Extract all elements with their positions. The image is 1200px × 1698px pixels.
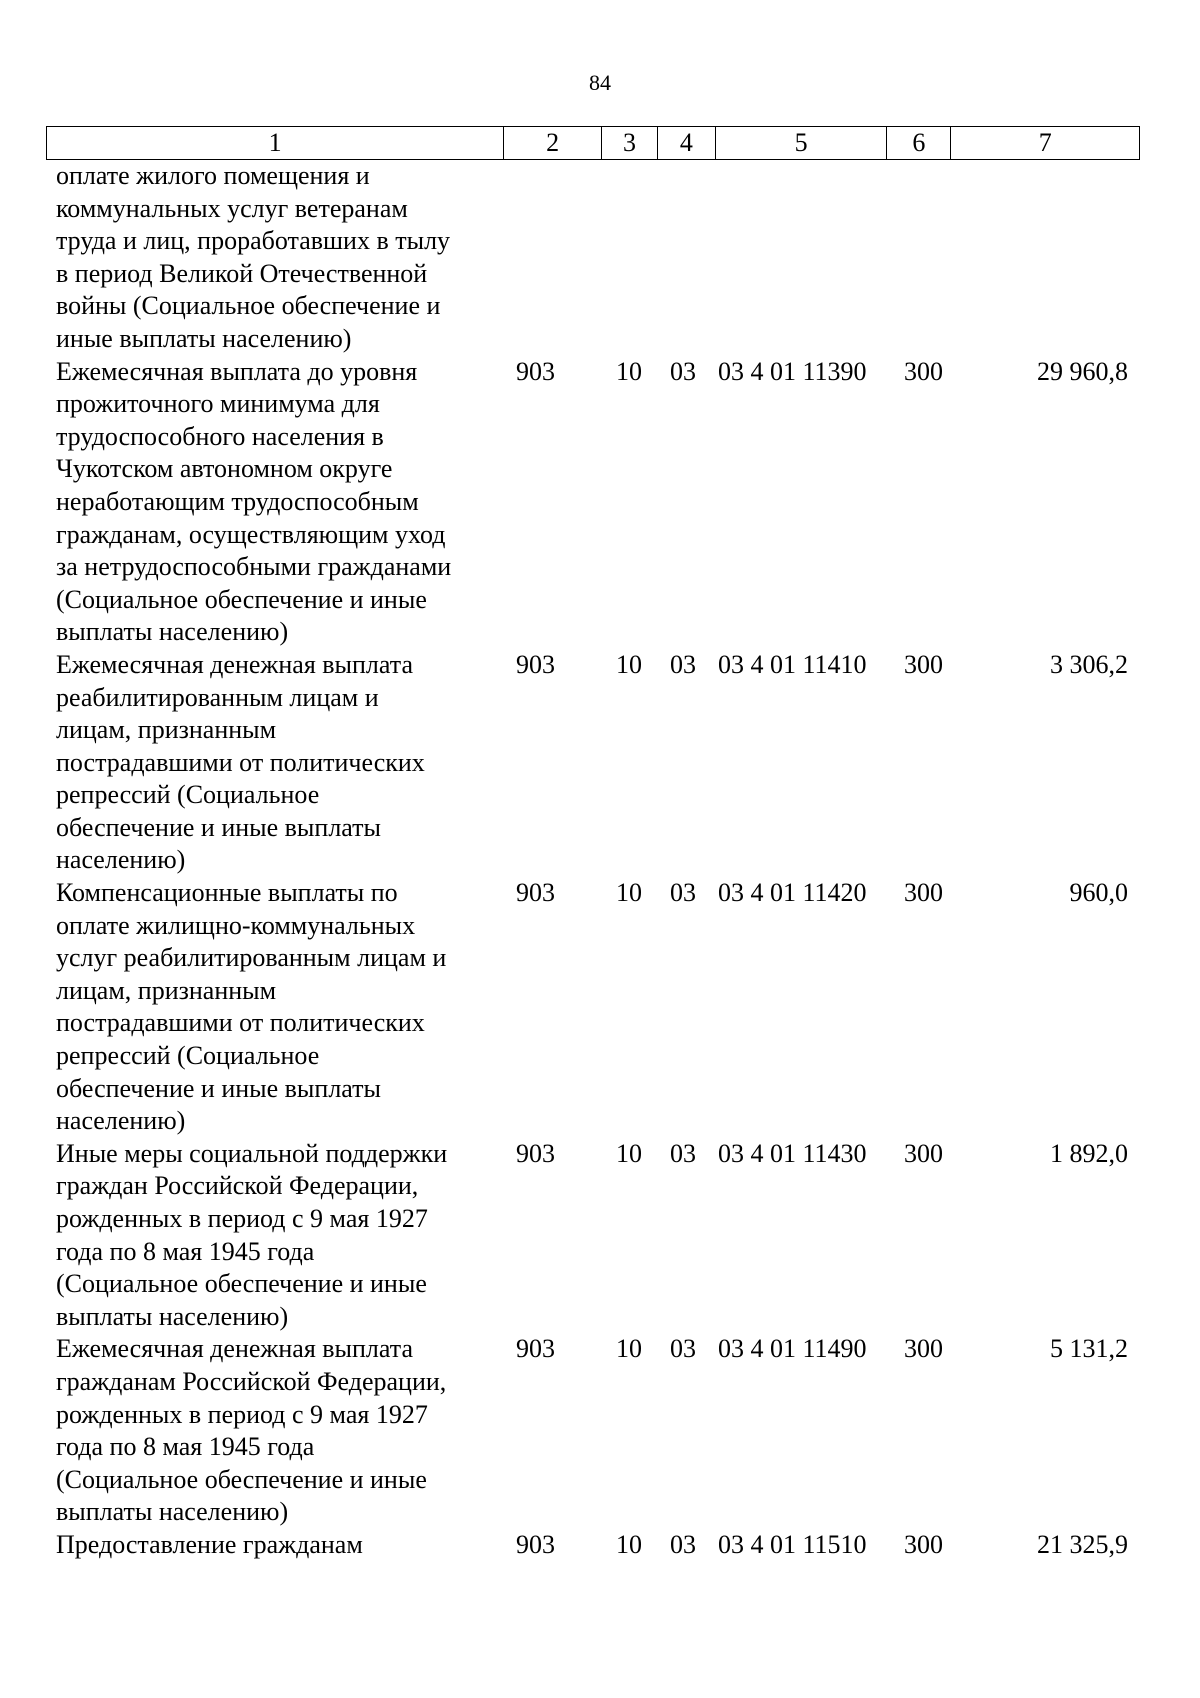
amount: 1 892,0 [1050,1138,1128,1168]
amount: 3 306,2 [1050,649,1128,679]
description-line: года по 8 мая 1945 года [56,1432,315,1462]
subsection-code: 03 [670,1138,696,1168]
expense-type-code: 300 [904,878,943,908]
description-line: пострадавшими от политических [56,1008,425,1038]
row-description [46,649,496,877]
expense-type-code: 300 [904,1138,943,1168]
page-number: 84 [589,70,611,95]
admin-code: 903 [516,1138,555,1168]
description-line: Ежемесячная выплата до уровня [56,356,418,386]
description-line: года по 8 мая 1945 года [56,1236,315,1266]
description-line: Компенсационные выплаты по [56,878,398,908]
row-description [46,356,496,649]
table-row [46,877,1140,1138]
description-line: выплаты населению) [56,1497,289,1527]
admin-code: 903 [516,1334,555,1364]
section-code: 10 [616,1334,642,1364]
description-line: войны (Социальное обеспечение и [56,291,441,321]
amount: 960,0 [1069,878,1128,908]
admin-code: 903 [516,649,555,679]
description-line: репрессий (Социальное [56,1041,320,1071]
description-line: обеспечение и иные выплаты [56,1073,381,1103]
header-col-4: 4 [658,127,716,159]
description-line: Чукотском автономном округе [56,454,393,484]
description-line: гражданам Российской Федерации, [56,1366,447,1396]
subsection-code: 03 [670,878,696,908]
header-col-3: 3 [602,127,658,159]
amount: 21 325,9 [1037,1529,1128,1559]
table-row [46,1138,1140,1334]
description-line: иные выплаты населению) [56,323,352,353]
subsection-code: 03 [670,1529,696,1559]
description-line: услуг реабилитированным лицам и [56,943,447,973]
description-line: (Социальное обеспечение и иные [56,1269,427,1299]
row-description [46,160,496,356]
description-line: Ежемесячная денежная выплата [56,1334,413,1364]
description-line: рожденных в период с 9 мая 1927 [56,1204,428,1233]
amount: 5 131,2 [1050,1334,1128,1364]
expense-type-code: 300 [904,649,943,679]
header-col-7: 7 [1038,128,1052,157]
table-row [46,1529,1140,1562]
description-line: пострадавшими от политических [56,747,425,777]
target-article-code: 03 4 01 11430 [718,1138,867,1168]
description-line: рожденных в период с 9 мая 1927 [56,1399,428,1429]
section-code: 10 [616,878,642,908]
target-article-code: 03 4 01 11490 [718,1334,867,1364]
subsection-code: 03 [670,649,696,679]
description-line: трудоспособного населения в [56,421,384,451]
description-line: граждан Российской Федерации, [56,1171,419,1201]
row-description [46,877,496,1138]
description-line: Ежемесячная денежная выплата [56,649,413,679]
row-description [46,1333,496,1529]
description-line: коммунальных услуг ветеранам [56,193,408,223]
description-line: за нетрудоспособными гражданами [56,552,452,582]
table-row [46,356,1140,649]
table-row [46,649,1140,877]
description-line: лицам, признанным [56,975,277,1005]
expense-type-code: 300 [904,1529,943,1559]
row-description [46,1138,496,1334]
table-header [46,126,1140,160]
expense-type-code: 300 [904,1334,943,1364]
description-line: Иные меры социальной поддержки [56,1138,448,1168]
target-article-code: 03 4 01 11510 [718,1529,867,1559]
description-line: в период Великой Отечественной [56,258,428,288]
description-line: (Социальное обеспечение и иные [56,584,427,614]
description-line: труда и лиц, проработавших в тылу [56,226,451,256]
description-line: населению) [56,845,186,875]
description-line: выплаты населению) [56,617,289,647]
description-line: реабилитированным лицам и [56,682,379,712]
table-row [46,1333,1140,1529]
admin-code: 903 [516,356,555,386]
description-line: оплате жилого помещения и [56,161,370,190]
header-col-5: 5 [716,127,888,159]
header-col-6: 6 [887,127,951,159]
expense-type-code: 300 [904,356,943,386]
table-row [46,160,1140,356]
row-description [46,1529,496,1562]
target-article-code: 03 4 01 11390 [718,356,867,386]
subsection-code: 03 [670,356,696,386]
amount: 29 960,8 [1037,356,1128,386]
admin-code: 903 [516,1529,555,1559]
description-line: репрессий (Социальное [56,780,320,810]
header-col-2: 2 [504,127,602,159]
target-article-code: 03 4 01 11420 [718,878,867,908]
section-code: 10 [616,1138,642,1168]
description-line: населению) [56,1106,186,1136]
description-line: оплате жилищно-коммунальных [56,910,416,940]
description-line: (Социальное обеспечение и иные [56,1464,427,1494]
header-col-1: 1 [47,127,504,159]
budget-table-body [46,160,1140,1562]
description-line: Предоставление гражданам [56,1529,363,1559]
admin-code: 903 [516,878,555,908]
description-line: неработающим трудоспособным [56,486,419,516]
description-line: гражданам, осуществляющим уход [56,519,446,549]
description-line: обеспечение и иные выплаты [56,812,381,842]
description-line: выплаты населению) [56,1301,289,1331]
section-code: 10 [616,356,642,386]
description-line: лицам, признанным [56,715,277,745]
description-line: прожиточного минимума для [56,389,380,419]
section-code: 10 [616,649,642,679]
section-code: 10 [616,1529,642,1559]
subsection-code: 03 [670,1334,696,1364]
target-article-code: 03 4 01 11410 [718,649,867,679]
